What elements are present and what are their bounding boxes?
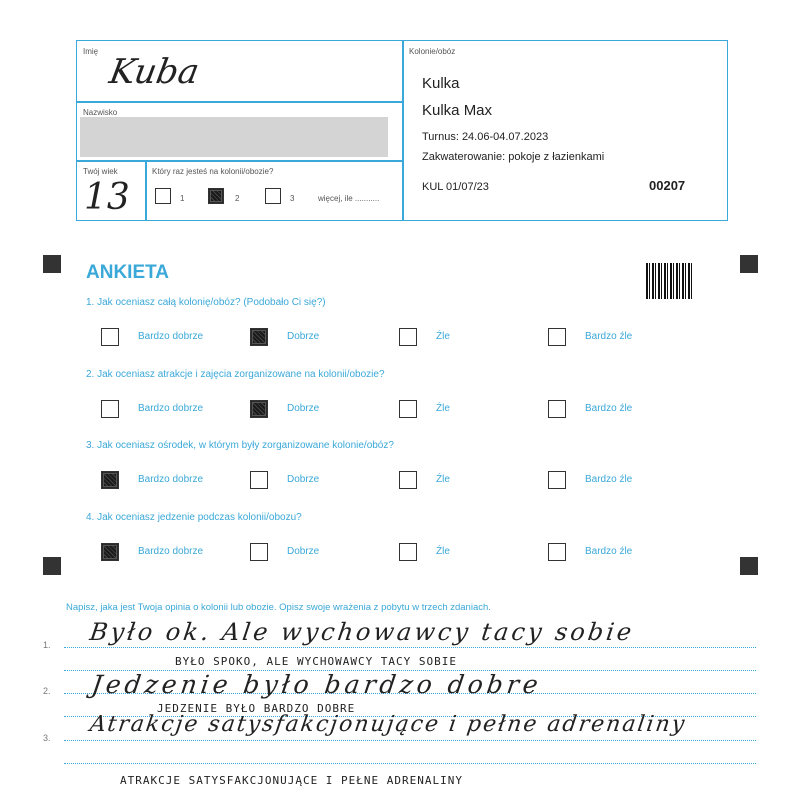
handwritten-answer-1: Było ok. Ale wychowawcy tacy sobie — [88, 618, 637, 646]
printed-answer-1: BYŁO SPOKO, ALE WYCHOWAWCY TACY SOBIE — [175, 655, 458, 668]
q4-checkbox-2[interactable] — [250, 543, 268, 561]
answer-line-3a — [64, 740, 756, 741]
barcode — [646, 263, 694, 299]
registration-marker — [740, 255, 758, 273]
q2-checkbox-1[interactable] — [101, 400, 119, 418]
redacted-surname — [80, 117, 388, 157]
question-2-text: 2. Jak oceniasz atrakcje i zajęcia zorganizowane na kolonii/obozie? — [86, 369, 385, 380]
visit-checkbox-2[interactable] — [208, 188, 224, 204]
q4-option-label-4: Bardzo źle — [585, 546, 633, 557]
q2-checkbox-4[interactable] — [548, 400, 566, 418]
camp-code: KUL 01/07/23 — [422, 181, 489, 193]
q2-checkbox-2[interactable] — [250, 400, 268, 418]
printed-answer-3: ATRAKCJE SATYSFAKCJONUJĄCE I PEŁNE ADRENALINY — [120, 774, 464, 787]
question-4-text: 4. Jak oceniasz jedzenie podczas kolonii/obozu? — [86, 512, 302, 523]
registration-marker — [43, 255, 61, 273]
q2-option-label-1: Bardzo dobrze — [138, 403, 204, 414]
visit-checkbox-3[interactable] — [265, 188, 281, 204]
printed-answer-2: JEDZENIE BYŁO BARDZO DOBRE — [157, 702, 356, 715]
kolonie-label: Kolonie/obóz — [409, 47, 456, 56]
q1-option-label-2: Dobrze — [287, 331, 320, 342]
form-number: 00207 — [649, 178, 686, 193]
answer-line-1a — [64, 647, 756, 648]
q3-option-label-3: Źle — [436, 474, 450, 485]
visit-option-3: 3 — [290, 194, 295, 203]
wiek-label: Twój wiek — [83, 167, 118, 176]
visit-option-2: 2 — [235, 194, 240, 203]
zakwaterowanie: Zakwaterowanie: pokoje z łazienkami — [422, 151, 605, 163]
nazwisko-label: Nazwisko — [83, 108, 118, 117]
visit-checkbox-1[interactable] — [155, 188, 171, 204]
header-divider-age — [145, 160, 147, 221]
line-number-3: 3. — [43, 733, 51, 743]
header-divider-h2 — [76, 160, 402, 162]
answer-line-3b — [64, 763, 756, 764]
q1-option-label-3: Źle — [436, 331, 450, 342]
header-divider-vertical — [402, 40, 404, 221]
registration-marker — [740, 557, 758, 575]
wiek-value: 13 — [84, 177, 130, 218]
question-1-text: 1. Jak oceniasz całą kolonię/obóz? (Podobało Ci się?) — [86, 297, 326, 308]
turnus: Turnus: 24.06-04.07.2023 — [422, 131, 549, 143]
q2-option-label-2: Dobrze — [287, 403, 320, 414]
camp-name-1: Kulka — [422, 75, 460, 92]
handwritten-answer-3: Atrakcje satysfakcjonujące i pełne adrenaliny — [88, 712, 688, 737]
q1-checkbox-4[interactable] — [548, 328, 566, 346]
line-number-2: 2. — [43, 686, 51, 696]
q4-option-label-1: Bardzo dobrze — [138, 546, 204, 557]
header-divider-h1 — [76, 101, 402, 103]
q1-option-label-4: Bardzo źle — [585, 331, 633, 342]
survey-title: ANKIETA — [86, 262, 170, 283]
q4-checkbox-4[interactable] — [548, 543, 566, 561]
visit-option-more: więcej, ile ........... — [318, 194, 380, 203]
q1-checkbox-2[interactable] — [250, 328, 268, 346]
q4-option-label-3: Źle — [436, 546, 450, 557]
imie-value: Kuba — [106, 52, 203, 92]
visit-option-1: 1 — [180, 194, 185, 203]
q3-checkbox-2[interactable] — [250, 471, 268, 489]
q3-checkbox-1[interactable] — [101, 471, 119, 489]
camp-name-2: Kulka Max — [422, 102, 493, 119]
q3-option-label-2: Dobrze — [287, 474, 320, 485]
imie-label: Imię — [83, 47, 99, 56]
line-number-1: 1. — [43, 640, 51, 650]
opinion-prompt: Napisz, jaka jest Twoja opinia o kolonii lub obozie. Opisz swoje wrażenia z pobytu w trzech zdaniach. — [66, 602, 491, 613]
q3-option-label-4: Bardzo źle — [585, 474, 633, 485]
q2-checkbox-3[interactable] — [399, 400, 417, 418]
q3-checkbox-3[interactable] — [399, 471, 417, 489]
q4-option-label-2: Dobrze — [287, 546, 320, 557]
q4-checkbox-3[interactable] — [399, 543, 417, 561]
q4-checkbox-1[interactable] — [101, 543, 119, 561]
handwritten-answer-2: Jedzenie było bardzo dobre — [89, 670, 544, 699]
q1-option-label-1: Bardzo dobrze — [138, 331, 204, 342]
q2-option-label-4: Bardzo źle — [585, 403, 633, 414]
question-3-text: 3. Jak oceniasz ośrodek, w którym były zorganizowane kolonie/obóz? — [86, 440, 394, 451]
registration-marker — [43, 557, 61, 575]
q3-option-label-1: Bardzo dobrze — [138, 474, 204, 485]
q1-checkbox-1[interactable] — [101, 328, 119, 346]
q3-checkbox-4[interactable] — [548, 471, 566, 489]
q2-option-label-3: Źle — [436, 403, 450, 414]
ktory-raz-label: Który raz jesteś na kolonii/obozie? — [152, 167, 274, 176]
q1-checkbox-3[interactable] — [399, 328, 417, 346]
